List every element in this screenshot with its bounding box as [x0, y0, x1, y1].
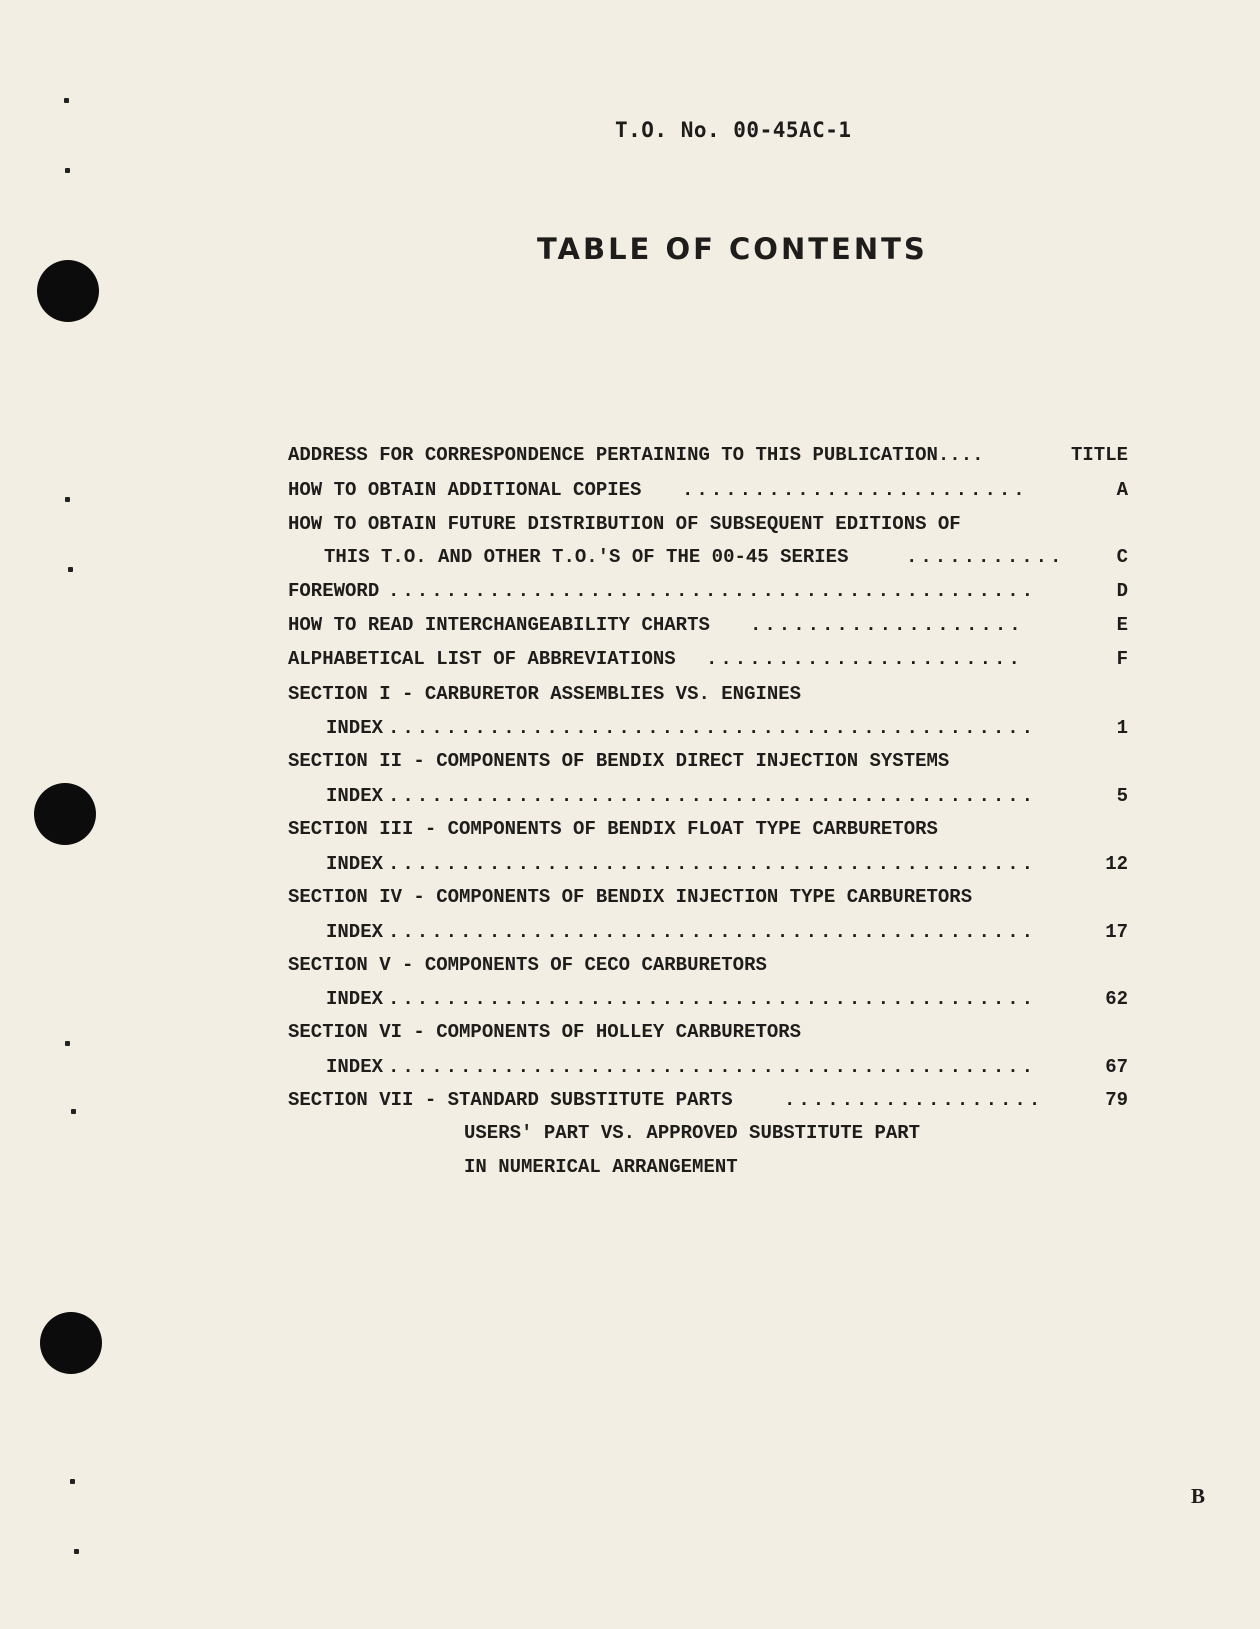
toc-entry-page: F: [1116, 648, 1128, 670]
toc-entry: [288, 576, 1128, 606]
margin-mark: [64, 98, 69, 103]
toc-entry-label: THIS T.O. AND OTHER T.O.'S OF THE 00-45 SERIES: [324, 546, 849, 568]
toc-leader-dots: ..................: [784, 1089, 1044, 1111]
toc-entry-page: TITLE: [1070, 444, 1128, 466]
toc-leader-dots: .............................................: [388, 717, 1037, 739]
margin-mark: [70, 1479, 75, 1484]
technical-order-number: T.O. No. 00-45AC-1: [615, 118, 852, 142]
toc-entry-label: ALPHABETICAL LIST OF ABBREVIATIONS: [288, 648, 676, 670]
margin-mark: [65, 497, 70, 502]
toc-entry-label: INDEX: [326, 921, 384, 943]
toc-entry-label: SECTION IV - COMPONENTS OF BENDIX INJECTION TYPE CARBURETORS: [288, 886, 973, 908]
margin-mark: [65, 168, 70, 173]
toc-entry: [288, 849, 1128, 879]
toc-entry-label: FOREWORD: [288, 580, 380, 602]
toc-entry-label: INDEX: [326, 717, 384, 739]
toc-entry: [288, 679, 1128, 709]
toc-entry-label: USERS' PART VS. APPROVED SUBSTITUTE PART: [464, 1122, 921, 1144]
binder-hole-top: [37, 260, 99, 322]
toc-leader-dots: .............................................: [388, 988, 1037, 1010]
toc-entry-page: D: [1116, 580, 1128, 602]
toc-entry-page: 67: [1105, 1056, 1128, 1078]
toc-entry-label: SECTION VI - COMPONENTS OF HOLLEY CARBURETORS: [288, 1021, 802, 1043]
page-title: TABLE OF CONTENTS: [537, 232, 928, 266]
toc-entry-label: INDEX: [326, 853, 384, 875]
toc-entry: [288, 917, 1128, 947]
toc-entry-page: 62: [1105, 988, 1128, 1010]
toc-entry: [288, 746, 1128, 776]
margin-mark: [65, 1041, 70, 1046]
toc-entry: [288, 1118, 1128, 1148]
toc-entry-label: SECTION II - COMPONENTS OF BENDIX DIRECT INJECTION SYSTEMS: [288, 750, 950, 772]
toc-entry-page: 12: [1105, 853, 1128, 875]
toc-entry-label: INDEX: [326, 1056, 384, 1078]
toc-leader-dots: .............................................: [388, 580, 1037, 602]
margin-mark: [71, 1109, 76, 1114]
page-number: B: [1191, 1484, 1206, 1508]
toc-entry: [288, 475, 1128, 505]
toc-entry-label: ADDRESS FOR CORRESPONDENCE PERTAINING TO THIS PUBLICATION....: [288, 444, 984, 466]
toc-leader-dots: ........................: [682, 479, 1028, 501]
toc-entry: [288, 781, 1128, 811]
toc-leader-dots: ......................: [706, 648, 1023, 670]
toc-entry-label: INDEX: [326, 988, 384, 1010]
toc-entry-page: E: [1116, 614, 1128, 636]
toc-leader-dots: ...........: [906, 546, 1065, 568]
toc-leader-dots: .............................................: [388, 853, 1037, 875]
binder-hole-middle: [34, 783, 96, 845]
toc-entry-page: 79: [1105, 1089, 1128, 1111]
margin-mark: [74, 1549, 79, 1554]
toc-entry: [288, 1017, 1128, 1047]
toc-entry: [288, 509, 1128, 539]
toc-entry: [288, 1052, 1128, 1082]
toc-entry-page: C: [1116, 546, 1128, 568]
toc-entry: [288, 644, 1128, 674]
toc-leader-dots: .............................................: [388, 921, 1037, 943]
toc-entry: [288, 984, 1128, 1014]
toc-entry: [288, 610, 1128, 640]
toc-leader-dots: ...................: [750, 614, 1024, 636]
toc-entry-label: HOW TO OBTAIN FUTURE DISTRIBUTION OF SUBSEQUENT EDITIONS OF: [288, 513, 961, 535]
margin-mark: [68, 567, 73, 572]
toc-entry-label: INDEX: [326, 785, 384, 807]
toc-entry-label: HOW TO OBTAIN ADDITIONAL COPIES: [288, 479, 642, 501]
toc-leader-dots: .............................................: [388, 785, 1037, 807]
toc-entry-label: SECTION VII - STANDARD SUBSTITUTE PARTS: [288, 1089, 733, 1111]
toc-entry-label: IN NUMERICAL ARRANGEMENT: [464, 1156, 738, 1178]
toc-entry-page: 17: [1105, 921, 1128, 943]
toc-entry-page: 5: [1116, 785, 1128, 807]
toc-entry-page: A: [1116, 479, 1128, 501]
toc-entry: [288, 713, 1128, 743]
toc-entry-page: 1: [1116, 717, 1128, 739]
toc-entry-label: HOW TO READ INTERCHANGEABILITY CHARTS: [288, 614, 710, 636]
toc-leader-dots: .............................................: [388, 1056, 1037, 1078]
binder-hole-bottom: [40, 1312, 102, 1374]
toc-entry-label: SECTION III - COMPONENTS OF BENDIX FLOAT TYPE CARBURETORS: [288, 818, 938, 840]
toc-entry: [288, 1085, 1128, 1115]
toc-entry-label: SECTION V - COMPONENTS OF CECO CARBURETORS: [288, 954, 767, 976]
toc-entry-label: SECTION I - CARBURETOR ASSEMBLIES VS. ENGINES: [288, 683, 802, 705]
toc-entry: [288, 882, 1128, 912]
toc-entry: [288, 950, 1128, 980]
toc-entry: [288, 1152, 1128, 1182]
toc-entry: [288, 814, 1128, 844]
toc-entry: [288, 440, 1128, 470]
toc-entry: [288, 542, 1128, 572]
